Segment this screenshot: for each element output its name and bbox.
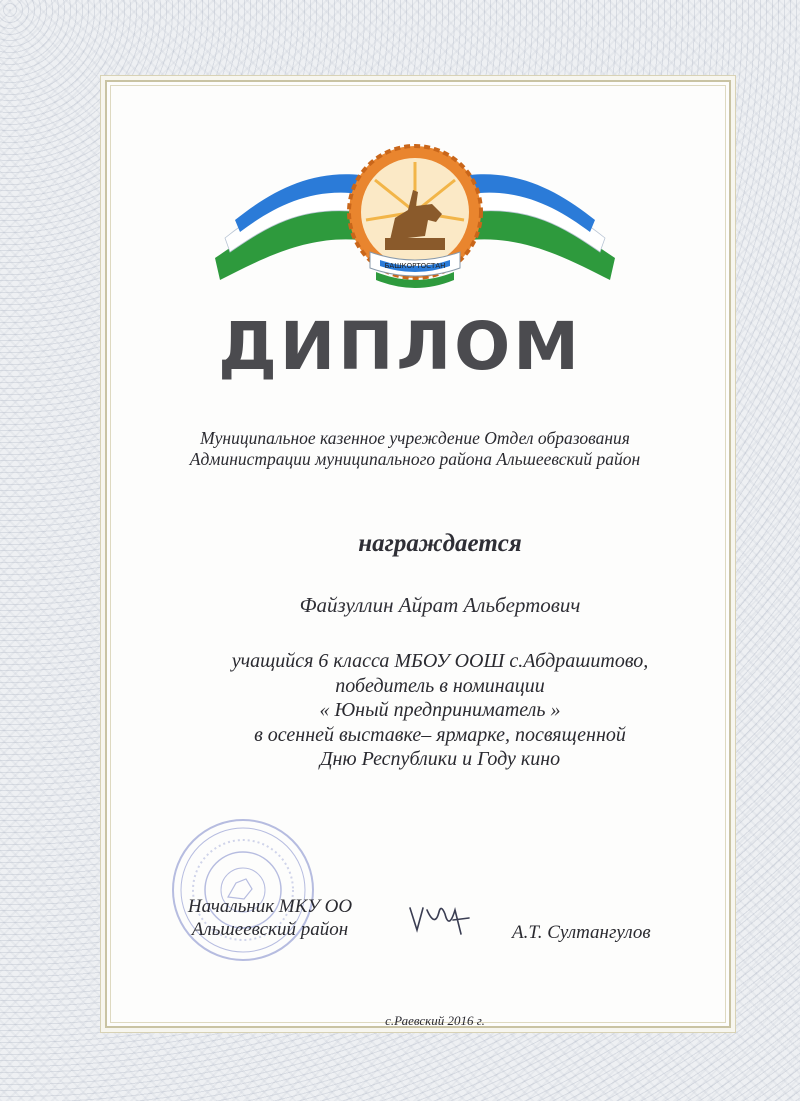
description-line-5: Дню Республики и Году кино: [319, 748, 561, 770]
certificate-title: ДИПЛОМ: [218, 308, 582, 385]
description-line-3: « Юный предприниматель »: [319, 699, 561, 721]
signatory-position-line-2: Альшеевский район: [191, 919, 349, 940]
description-line-4: в осенней выставке– ярмарке, посвященной: [254, 723, 626, 746]
award-description: [150, 649, 730, 772]
signatory-position-line-1: Начальник МКУ ОО: [187, 896, 353, 917]
official-stamp-icon: [168, 815, 318, 965]
signatory-name: А.Т. Султангулов: [512, 922, 651, 943]
description-line-2: победитель в номинации: [335, 674, 545, 697]
organization-line-2: Администрации муниципального района Альшеевский район: [189, 449, 641, 469]
recipient-name: Файзуллин Айрат Альбертович: [299, 593, 581, 617]
bashkortostan-emblem-icon: [210, 140, 620, 295]
signatory-position: [160, 895, 380, 941]
description-line-1: учащийся 6 класса МБОУ ООШ с.Абдрашитово,: [231, 650, 649, 672]
handwritten-signature-icon: [405, 900, 475, 940]
place-and-date: с.Раевский 2016 г.: [385, 1013, 485, 1028]
organization-line-1: Муниципальное казенное учреждение Отдел образования: [200, 428, 630, 448]
emblem-label: БАШКОРТОСТАН: [384, 262, 446, 270]
awarded-text: награждается: [358, 530, 522, 557]
organization-text: [150, 428, 680, 470]
